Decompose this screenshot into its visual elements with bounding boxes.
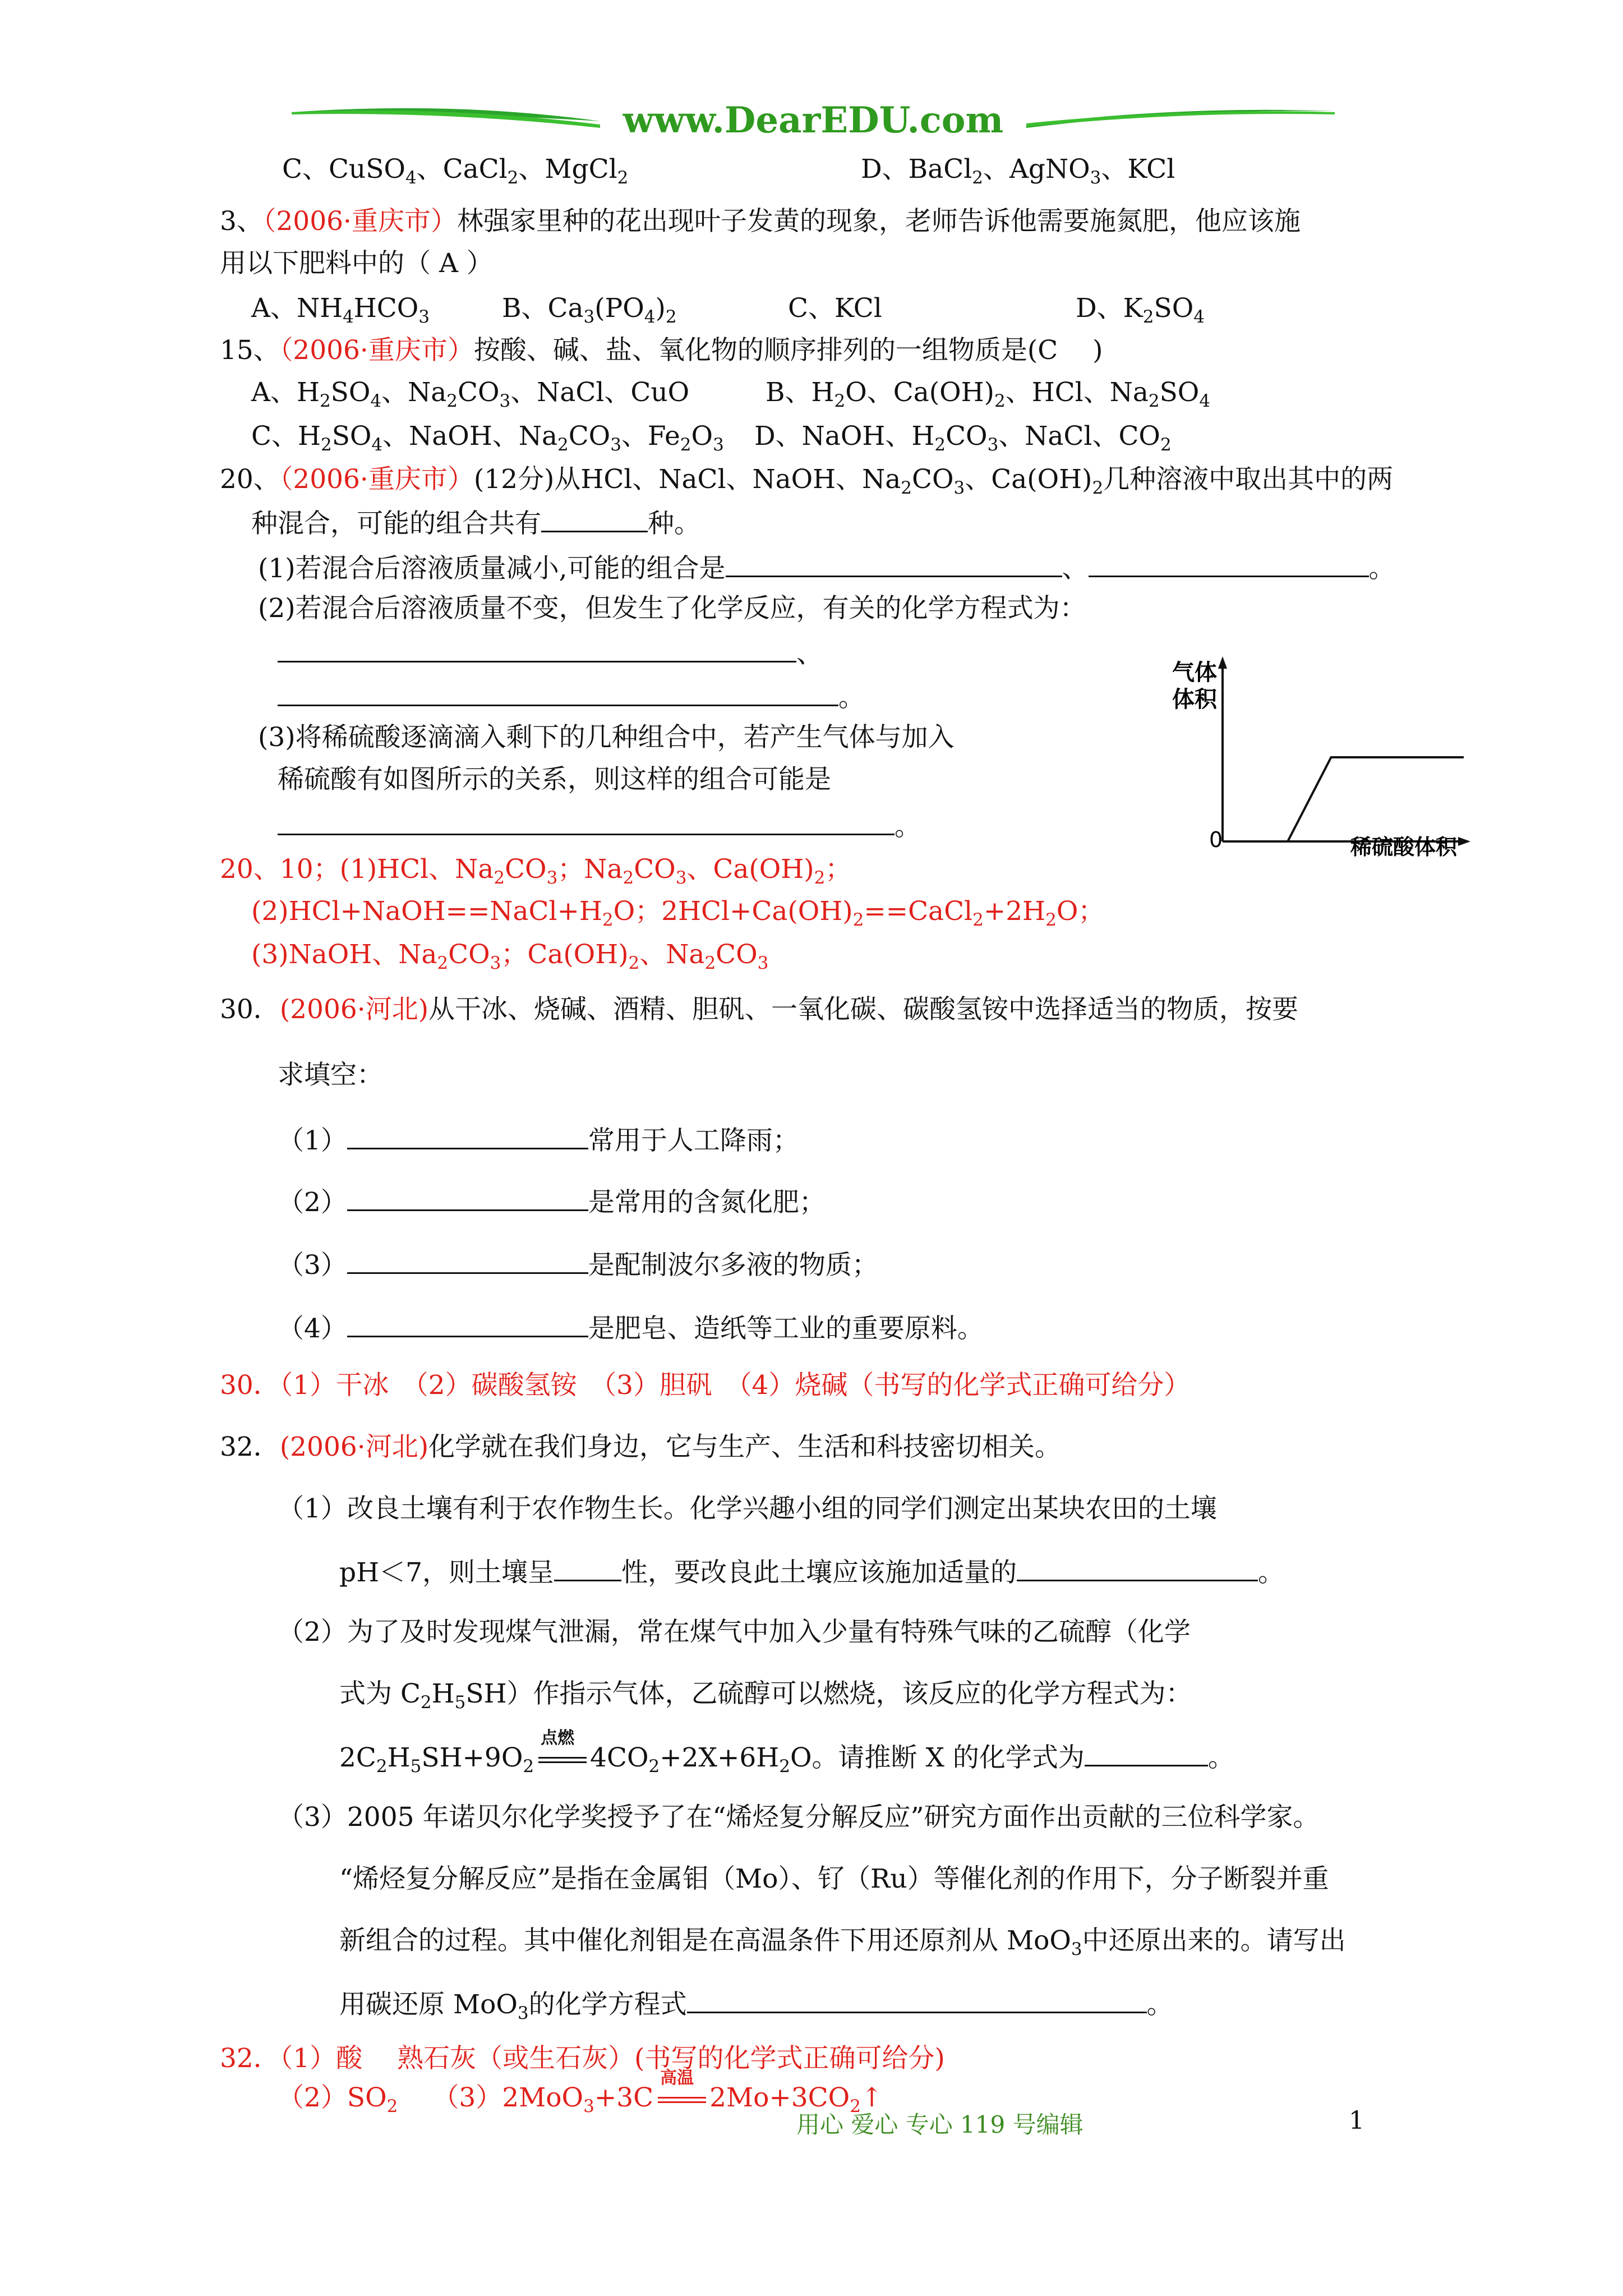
q30-item-4: （4） 是肥皂、造纸等工业的重要原料。 (278, 1310, 984, 1346)
q20-part-1: (1)若混合后溶液质量减小,可能的组合是 、 。 (258, 550, 1395, 586)
q30-item-3: （3） 是配制波尔多液的物质； (278, 1246, 878, 1282)
q15-option-b: B、$H_2O$、$Ca(OH)_2$、HCl、$Na_2SO_4$ (766, 377, 1211, 411)
q32-x-formula-blank[interactable] (1085, 1739, 1208, 1766)
logo-text: www.DearEDU.com (623, 99, 1004, 141)
q30-stem-1: 30．(2006·河北)从干冰、烧碱、酒精、胆矾、一氧化碳、碳酸氢铵中选择适当的物质，按要 (220, 994, 1299, 1025)
origin-label: 0 (1209, 827, 1223, 852)
q30-blank-1[interactable] (347, 1122, 588, 1149)
q3-line-2: 用以下肥料中的（ A ） (220, 248, 493, 279)
q20-part-2: (2)若混合后溶液质量不变，但发生了化学反应，有关的化学方程式为： (258, 593, 1086, 624)
y-axis-arrow (1218, 656, 1227, 669)
x-axis-label: 稀硫酸体积 (1350, 835, 1458, 858)
q20-part-2-line-2: 。 (278, 679, 865, 715)
q20-p1-blank-2[interactable] (1089, 550, 1369, 577)
q15-option-a: A、$H_2SO_4$、$Na_2CO_3$、NaCl、CuO (251, 377, 690, 411)
q20-part-3-line-2: 稀硫酸有如图所示的关系，则这样的组合可能是 (278, 764, 831, 795)
series-line (1223, 757, 1464, 841)
gas-volume-chart (1150, 651, 1486, 858)
q30-item-2: （2） 是常用的含氮化肥； (278, 1184, 826, 1220)
ignite-condition: 点燃 (534, 1741, 590, 1775)
q3-option-d: D、$K_2SO_4$ (1076, 293, 1205, 327)
q3-option-a: A、$NH_4HCO_3$ (251, 293, 430, 327)
q20-count-blank[interactable] (541, 505, 648, 532)
q20-p1-blank-1[interactable] (726, 550, 1062, 577)
q32-answer-2: $(2)SO_2$ （3）2MoO$_3$+3C 高温 $2Mo+3CO_2↑$ (278, 2068, 883, 2116)
q20-p3-blank[interactable] (278, 808, 895, 835)
q32-part-1-line-2: pH＜7，则土壤呈 性，要改良此土壤应该施加适量的 。 (339, 1554, 1284, 1590)
q15-stem: 15、（2006·重庆市）按酸、碱、盐、氧化物的顺序排列的一组物质是(C ) (220, 335, 1103, 366)
q20-answer-3: (3)NaOH、$Na_2CO_3$；$Ca(OH)_2$、$Na_2CO_3$ (251, 939, 769, 973)
q20-answer-1: 20、10；(1)HCl、$Na_2CO_3$；$Na_2CO_3$、$Ca(OH)_2$； (220, 854, 852, 888)
q2-option-c: C、CuSO$_4$、CaCl$_2$、MgCl$_2$ (282, 154, 629, 188)
q3-option-c: C、KCl (788, 293, 882, 324)
q30-blank-3[interactable] (347, 1246, 588, 1274)
q30-blank-4[interactable] (347, 1310, 588, 1337)
q15-option-d: D、NaOH、$H_2CO_3$、NaCl、$CO_2$ (754, 421, 1172, 455)
q15-option-c: C、$H_2SO_4$、NaOH、$Na_2CO_3$、$Fe_2O_3$ (251, 421, 724, 455)
q32-part-3-line-2: “烯烃复分解反应”是指在金属钼（Mo）、钌（Ru）等催化剂的作用下，分子断裂并重 (339, 1864, 1329, 1894)
q20-p2-blank-1[interactable] (278, 635, 796, 662)
q32-answer-1: 32．（1）酸 熟石灰（或生石灰）(书写的化学式正确可给分) (220, 2043, 945, 2074)
q20-part-3-line-3: 。 (278, 808, 921, 844)
q20-part-3-line-1: (3)将稀硫酸逐滴滴入剩下的几种组合中，若产生气体与加入 (258, 722, 955, 753)
q32-p1-blank-1[interactable] (554, 1554, 621, 1581)
q32-part-2-line-2: 式为 $C_2H_5SH$）作指示气体，乙硫醇可以燃烧，该反应的化学方程式为： (339, 1678, 1192, 1713)
x-axis-arrow (1458, 837, 1470, 846)
q32-part-2-line-1: （2）为了及时发现煤气泄漏，常在煤气中加入少量有特殊气味的乙硫醇（化学 (278, 1617, 1191, 1648)
q32-part-3-line-1: （3）2005 年诺贝尔化学奖授予了在“烯烃复分解反应”研究方面作出贡献的三位科学家。 (278, 1802, 1320, 1833)
q30-blank-2[interactable] (347, 1184, 588, 1211)
q2-option-d: D、BaCl$_2$、AgNO$_3$、KCl (861, 154, 1175, 188)
q32-part-1-line-1: （1）改良土壤有利于农作物生长。化学兴趣小组的同学们测定出某块农田的土壤 (278, 1493, 1217, 1524)
page-number: 1 (1349, 2106, 1364, 2135)
q32-part-3-line-3: 新组合的过程。其中催化剂钼是在高温条件下用还原剂从 MoO$_3$中还原出来的。请写出 (339, 1925, 1346, 1959)
q32-p3-equation-blank[interactable] (687, 1986, 1147, 2013)
q32-stem: 32．(2006·河北)化学就在我们身边，它与生产、生活和科技密切相关。 (220, 1432, 1062, 1462)
q30-item-1: （1） 常用于人工降雨； (278, 1122, 799, 1158)
q20-answer-2: $(2)HCl+NaOH==NaCl+H_2O$；$2HCl+Ca(OH)_2==CaCl_2+2H_2O$； (251, 896, 1105, 930)
footer-text: 用心 爱心 专心 119 号编辑 (796, 2111, 1083, 2138)
high-temp-condition: 高温 (653, 2081, 709, 2115)
q20-stem-1: 20、（2006·重庆市）(12分)从HCl、NaCl、NaOH、$Na_2CO_3$、$Ca(OH)_2$几种溶液中取出其中的两 (220, 464, 1394, 498)
q20-p2-blank-2[interactable] (278, 679, 838, 706)
q32-equation-line: $2C_2H_5SH+9O_2$ 点燃 $4CO_2+2X+6H_2O$。请推断 X 的化学式为 。 (339, 1728, 1234, 1777)
header-logo (286, 95, 1340, 146)
q20-part-2-line-1: 、 (278, 635, 823, 671)
q20-stem-2: 种混合，可能的组合共有 种。 (251, 505, 700, 541)
q32-part-3-line-4: 用碳还原 MoO$_3$的化学方程式 。 (339, 1986, 1173, 2022)
q30-stem-2: 求填空： (278, 1060, 383, 1091)
q30-answer: 30．（1）干冰 （2）碳酸氢铵 （3）胆矾 （4）烧碱（书写的化学式正确可给分） (220, 1370, 1191, 1401)
q32-p1-blank-2[interactable] (1017, 1554, 1258, 1581)
y-axis-label-1: 气体 (1172, 660, 1217, 685)
y-axis-label-2: 体积 (1172, 687, 1217, 712)
q3-option-b: B、$Ca_3(PO_4)_2$ (502, 293, 677, 327)
q3-line-1: 3、（2006·重庆市）林强家里种的花出现叶子发黄的现象，老师告诉他需要施氮肥，他应该施 (220, 206, 1301, 237)
